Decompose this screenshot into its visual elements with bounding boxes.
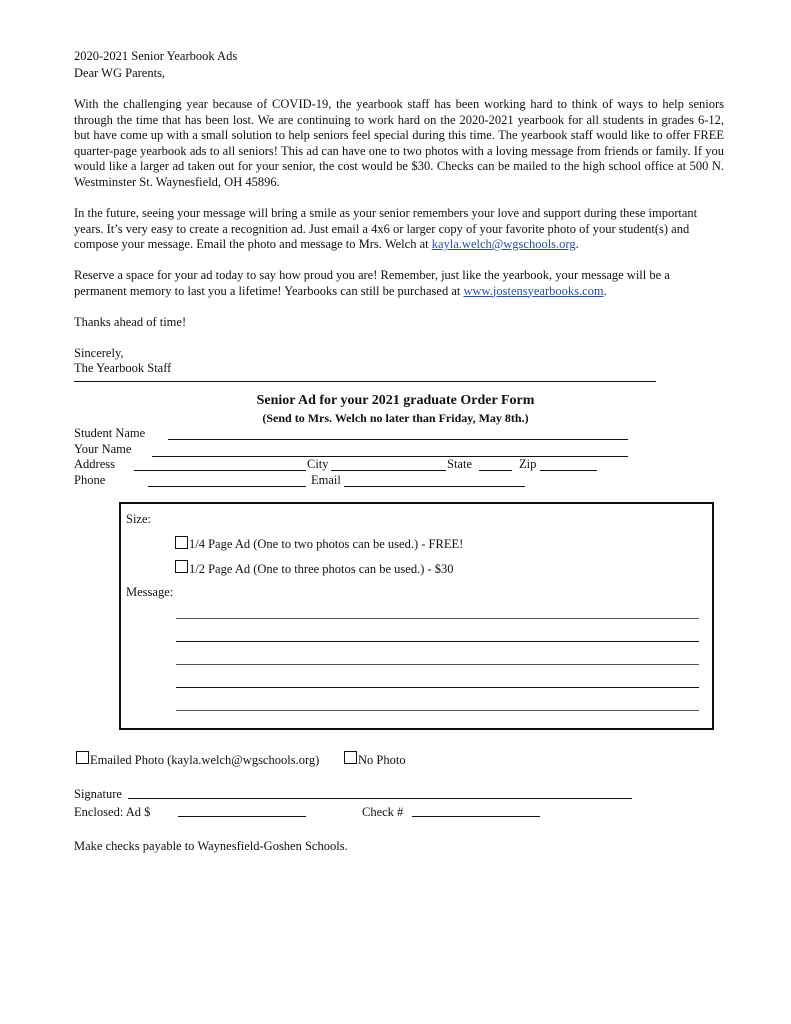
form-title: Senior Ad for your 2021 graduate Order Form [256, 393, 535, 408]
letter-paragraph-3: Reserve a space for your ad today to say how proud you are! Remember, just like the yearbook, your message will be a permanent memory to last you a lifetime! Yearbooks can still be purchased at www.jostensyearbooks.com. [74, 268, 670, 298]
check-number-field[interactable] [412, 816, 540, 817]
zip-field[interactable] [540, 470, 597, 471]
jostens-link[interactable]: www.jostensyearbooks.com [463, 283, 604, 298]
half-page-option-label: 1/2 Page Ad (One to three photos can be used.) - $30 [189, 562, 454, 576]
half-page-checkbox[interactable] [175, 560, 188, 573]
message-line[interactable] [176, 710, 699, 711]
emailed-photo-checkbox[interactable] [76, 751, 89, 764]
phone-field[interactable] [148, 486, 306, 487]
enclosed-label: Enclosed: Ad $ [74, 805, 151, 819]
letter-paragraph-2-text: In the future, seeing your message will bring a smile as your senior remembers your love and support during these important years. It’s very easy to create a recognition ad. Just email a 4x6 or larger copy of your favorite photo of your student(s) and compose your message. Email the photo and message to Mrs. Welch at [74, 206, 698, 251]
state-field[interactable] [479, 470, 512, 471]
signature-field[interactable] [128, 798, 632, 799]
emailed-photo-label: Emailed Photo (kayla.welch@wgschools.org) [90, 753, 320, 767]
no-photo-label: No Photo [358, 753, 406, 767]
student-name-field[interactable] [168, 439, 628, 440]
address-label: Address [74, 457, 115, 471]
size-label: Size: [126, 512, 151, 526]
payable-note: Make checks payable to Waynesfield-Goshen Schools. [74, 839, 348, 853]
letter-greeting: Dear WG Parents, [74, 66, 166, 80]
no-photo-checkbox[interactable] [344, 751, 357, 764]
student-name-label: Student Name [74, 426, 146, 440]
signature-label: Signature [74, 787, 122, 801]
message-line[interactable] [176, 618, 699, 619]
letter-paragraph-2: In the future, seeing your message will bring a smile as your senior remembers your love and support during these important years. It’s very easy to create a recognition ad. Just email a 4x6 or larger copy of your favorite photo of your student(s) and compose your message. Email the photo and message to Mrs. Welch at kayla.welch@wgschools.org. [74, 206, 698, 251]
section-divider [74, 381, 656, 382]
check-number-label: Check # [362, 805, 404, 819]
letter-closing: Sincerely, [74, 346, 124, 360]
address-field[interactable] [134, 470, 306, 471]
state-label: State [447, 457, 472, 471]
message-line[interactable] [176, 641, 699, 642]
zip-label: Zip [519, 457, 537, 471]
message-label: Message: [126, 585, 174, 599]
welch-email-link[interactable]: kayla.welch@wgschools.org [431, 237, 576, 251]
letter-signature: The Yearbook Staff [74, 361, 172, 375]
letter-paragraph-1: With the challenging year because of COVID-19, the yearbook staff has been working hard to think of ways to help seniors through the time that has been lost. We are continuing to work hard on the 2020-2021 yearbook for all students in grades 6-12, but have come up with a small solution to help seniors feel special during this time. The yearbook staff would like to offer FREE quarter-page yearbook ads to all seniors! This ad can have one to two photos with a loving message from friends or family. If you would like a larger ad taken out for your senior, the cost would be $30. Checks can be mailed to the high school office at 500 N. Westminster St. Waynesfield, OH 45896. [74, 97, 724, 189]
email-label: Email [311, 473, 341, 487]
message-line[interactable] [176, 687, 699, 688]
message-line[interactable] [176, 664, 699, 665]
letter-thanks: Thanks ahead of time! [74, 315, 187, 329]
letter-paragraph-3-text: Reserve a space for your ad today to say how proud you are! Remember, just like the yearbook, your message will be a permanent memory to last you a lifetime! Yearbooks can still be purchased at [74, 268, 670, 298]
your-name-label: Your Name [74, 442, 132, 456]
your-name-field[interactable] [152, 456, 628, 457]
city-label: City [307, 457, 329, 471]
enclosed-amount-field[interactable] [178, 816, 306, 817]
email-field[interactable] [344, 486, 525, 487]
quarter-page-option-label: 1/4 Page Ad (One to two photos can be used.) - FREE! [189, 537, 464, 551]
phone-label: Phone [74, 473, 106, 487]
city-field[interactable] [331, 470, 446, 471]
form-subtitle: (Send to Mrs. Welch no later than Friday, May 8th.) [262, 411, 529, 425]
quarter-page-checkbox[interactable] [175, 536, 188, 549]
letter-heading: 2020-2021 Senior Yearbook Ads [74, 49, 238, 63]
